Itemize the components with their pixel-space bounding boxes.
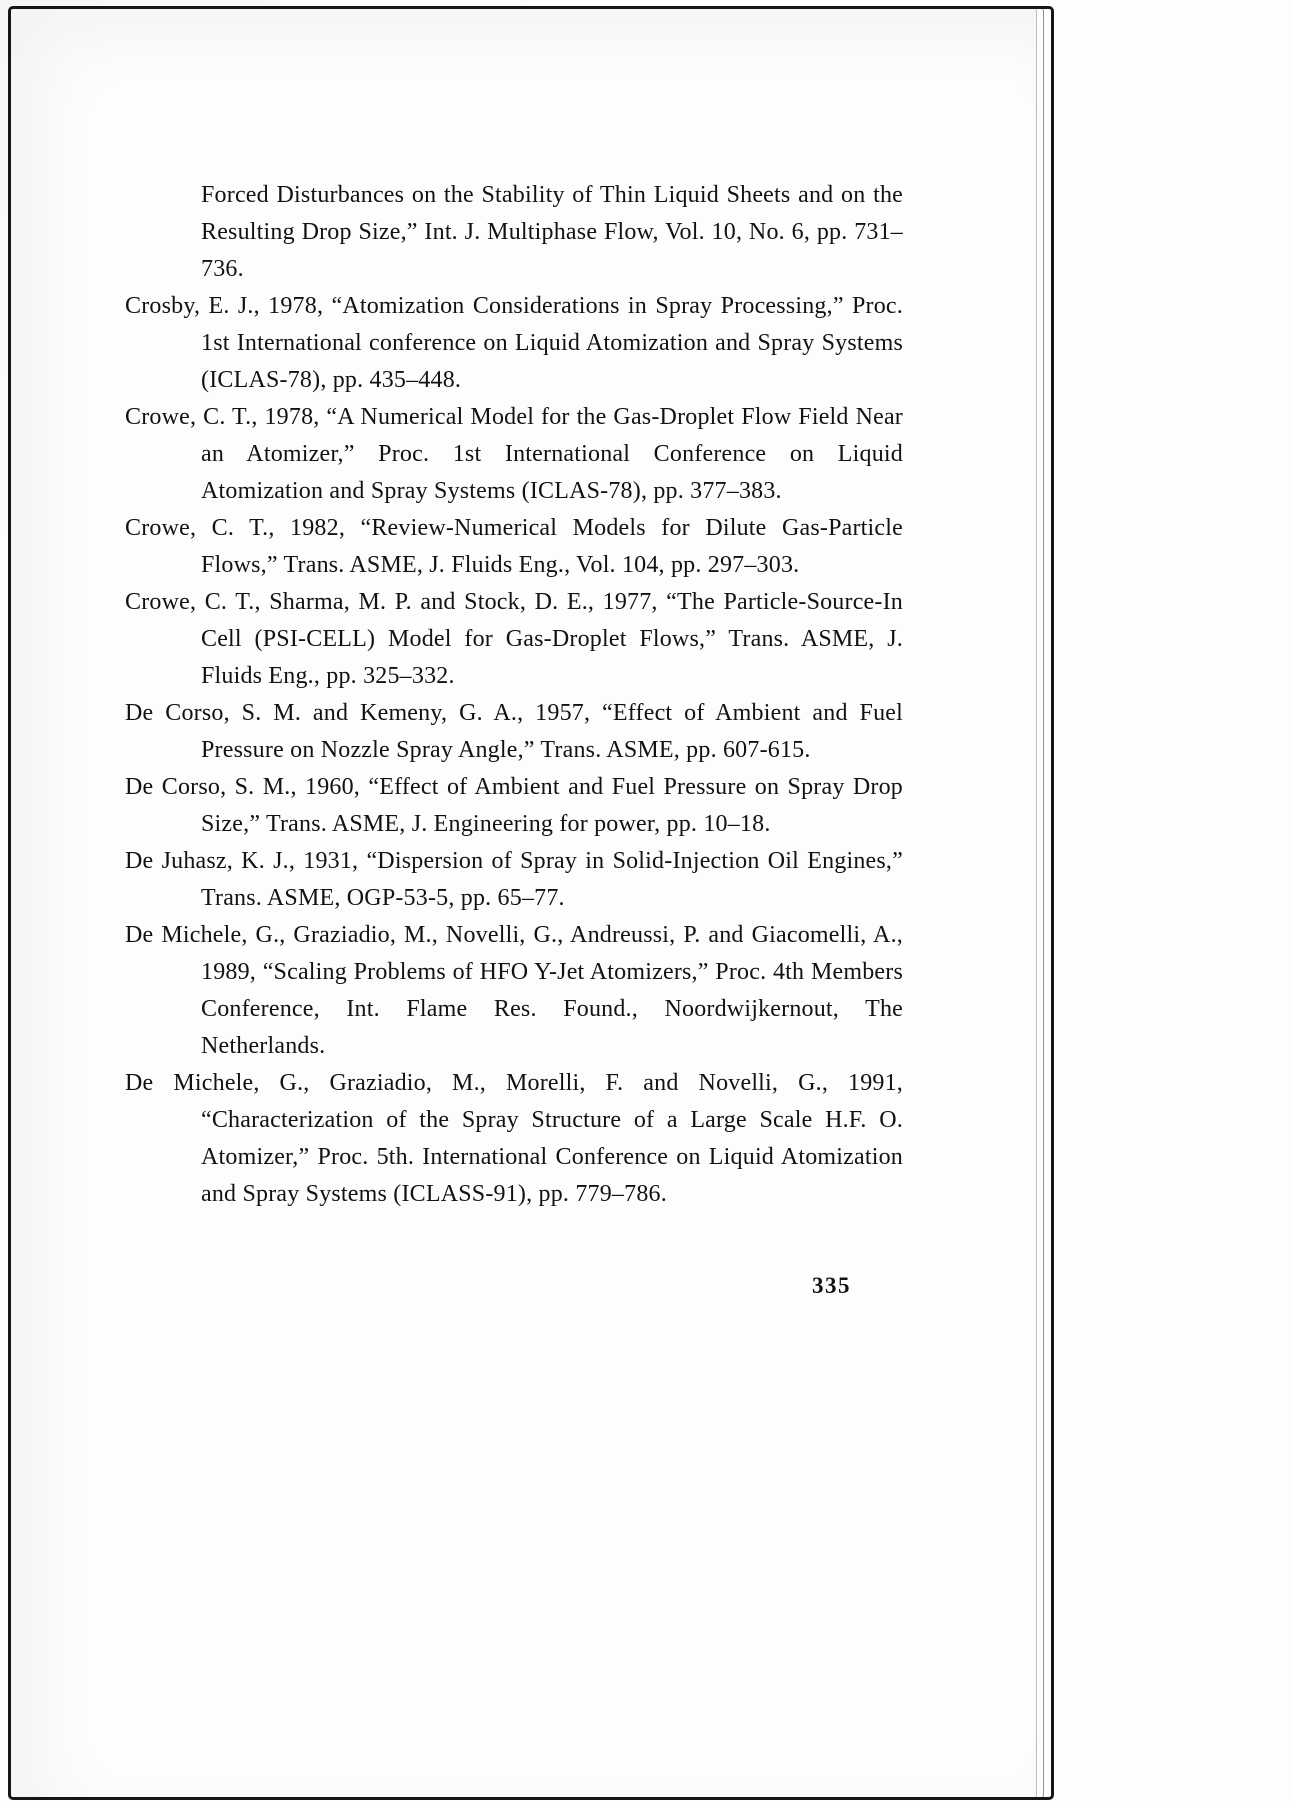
references-list <box>125 177 903 1299</box>
reference-entry: Crosby, E. J., 1978, “Atomization Considerations in Spray Processing,” Proc. 1st International conference on Liquid Atomization and Spray Systems (ICLAS-78), pp. 435–448. <box>125 293 903 393</box>
reference-entry: Forced Disturbances on the Stability of Thin Liquid Sheets and on the Resulting Drop Size,” Int. J. Multiphase Flow, Vol. 10, No. 6, pp. 731–736. <box>201 182 903 282</box>
reference-entry: Crowe, C. T., 1978, “A Numerical Model for the Gas-Droplet Flow Field Near an Atomizer,” Proc. 1st International Conference on Liquid Atomization and Spray Systems (ICLAS-78), pp. 377–383. <box>125 404 903 504</box>
reference-entry: De Juhasz, K. J., 1931, “Dispersion of Spray in Solid-Injection Oil Engines,” Trans. ASME, OGP-53-5, pp. 65–77. <box>125 848 903 911</box>
reference-entry: De Michele, G., Graziadio, M., Novelli, G., Andreussi, P. and Giacomelli, A., 1989, “Scaling Problems of HFO Y-Jet Atomizers,” Proc. 4th Members Conference, Int. Flame Res. Found., Noordwijkernout, The Netherlands. <box>125 922 903 1059</box>
reference-entry: De Corso, S. M., 1960, “Effect of Ambient and Fuel Pressure on Spray Drop Size,” Trans. ASME, J. Engineering for power, pp. 10–18. <box>125 774 903 837</box>
page-number: 335 <box>812 1273 851 1298</box>
reference-entry: Crowe, C. T., Sharma, M. P. and Stock, D. E., 1977, “The Particle-Source-In Cell (PSI-CELL) Model for Gas-Droplet Flows,” Trans. ASME, J. Fluids Eng., pp. 325–332. <box>125 589 903 689</box>
reference-entry: De Michele, G., Graziadio, M., Morelli, F. and Novelli, G., 1991, “Characterization of the Spray Structure of a Large Scale H.F. O. Atomizer,” Proc. 5th. International Conference on Liquid Atomization and Spray Systems (ICLASS-91), pp. 779–786. <box>125 1070 903 1207</box>
book-page <box>8 6 1054 1800</box>
reference-entry: De Corso, S. M. and Kemeny, G. A., 1957, “Effect of Ambient and Fuel Pressure on Nozzle Spray Angle,” Trans. ASME, pp. 607-615. <box>125 700 903 763</box>
reference-entry: Crowe, C. T., 1982, “Review-Numerical Models for Dilute Gas-Particle Flows,” Trans. ASME, J. Fluids Eng., Vol. 104, pp. 297–303. <box>125 515 903 578</box>
